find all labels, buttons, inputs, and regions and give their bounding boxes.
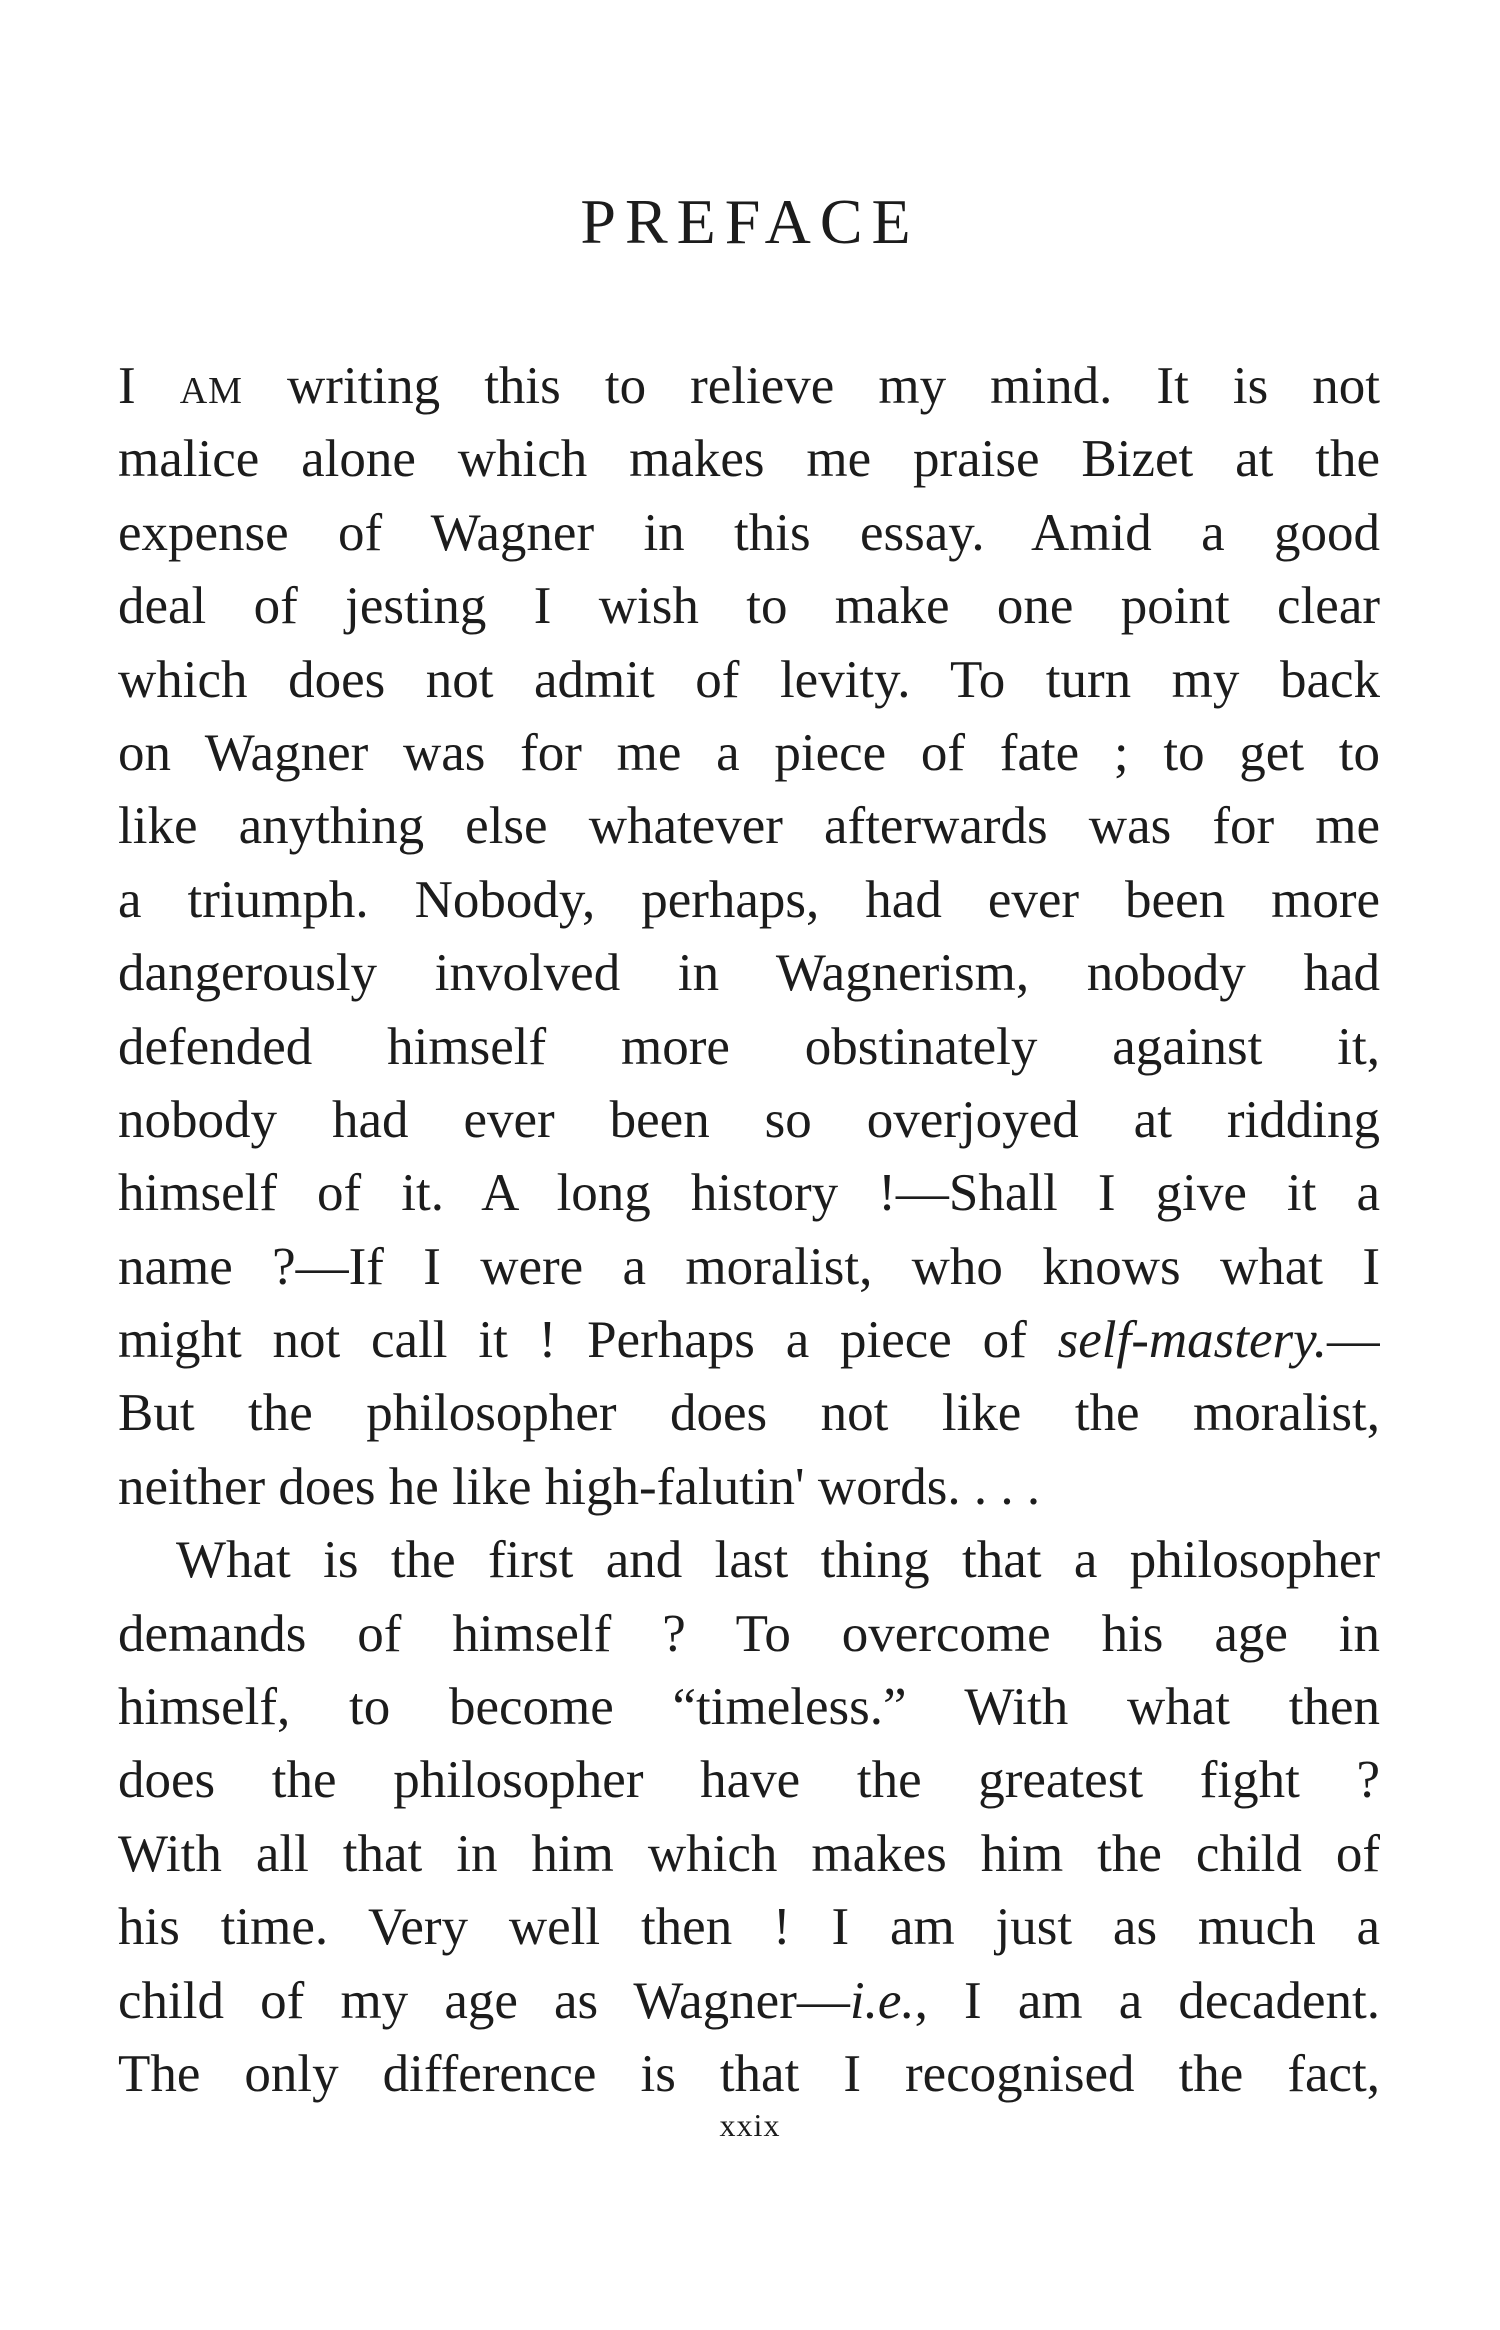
text-line: nobody had ever been so overjoyed at ridding — [118, 1090, 1380, 1149]
italic-abbreviation: i.e. — [849, 1971, 915, 2030]
text-line — [118, 1304, 1380, 1377]
text-line: demands of himself ? To overcome his age in — [118, 1604, 1380, 1663]
text-line — [118, 1965, 1380, 2038]
text-line: What is the first and last thing that a philosopher — [176, 1531, 1380, 1590]
text-line: With all that in him which makes him the child of — [118, 1824, 1380, 1883]
text-line: does the philosopher have the greatest fight ? — [118, 1751, 1380, 1810]
text-line: name ?—If I were a moralist, who knows what I — [118, 1237, 1380, 1296]
text-line: which does not admit of levity. To turn my back — [118, 650, 1380, 709]
text-line: The only difference is that I recognised the fact, — [118, 2044, 1380, 2103]
opening-word: I — [118, 357, 136, 415]
line-text: , I am a decadent. — [914, 1971, 1380, 2030]
text-line: a triumph. Nobody, perhaps, had ever been more — [118, 870, 1380, 929]
page-title: PREFACE — [580, 186, 920, 257]
text-line: himself, to become “timeless.” With what then — [118, 1678, 1380, 1737]
opening-smallcaps: AM — [179, 370, 243, 412]
paragraph-1 — [118, 350, 1380, 1524]
italic-phrase: self-mastery. — [1057, 1311, 1327, 1370]
line-text: writing this to relieve my mind. It is not — [242, 357, 1380, 415]
text-line: his time. Very well then ! I am just as much a — [118, 1898, 1380, 1957]
text-line: malice alone which makes me praise Bizet at the — [118, 430, 1380, 489]
text-line: like anything else whatever afterwards was for me — [118, 797, 1380, 856]
line-text: — — [1327, 1311, 1380, 1370]
text-line: But the philosopher does not like the moralist, — [118, 1384, 1380, 1443]
text-line: deal of jesting I wish to make one point clear — [118, 577, 1380, 636]
preface-text — [118, 350, 1380, 2111]
text-line — [118, 350, 1380, 423]
text-line: on Wagner was for me a piece of fate ; to get to — [118, 723, 1380, 782]
text-line: expense of Wagner in this essay. Amid a good — [118, 503, 1380, 562]
line-text: might not call it ! Perhaps a piece of — [118, 1311, 1058, 1370]
text-line: himself of it. A long history !—Shall I give it a — [118, 1164, 1380, 1223]
paragraph-2 — [118, 1524, 1380, 2111]
text-line: dangerously involved in Wagnerism, nobody had — [118, 944, 1380, 1003]
text-line: neither does he like high-falutin' words. . . . — [118, 1457, 1041, 1516]
page-number: xxix — [719, 2107, 781, 2143]
text-line: defended himself more obstinately against it, — [118, 1017, 1380, 1076]
line-text: child of my age as Wagner— — [118, 1971, 850, 2030]
